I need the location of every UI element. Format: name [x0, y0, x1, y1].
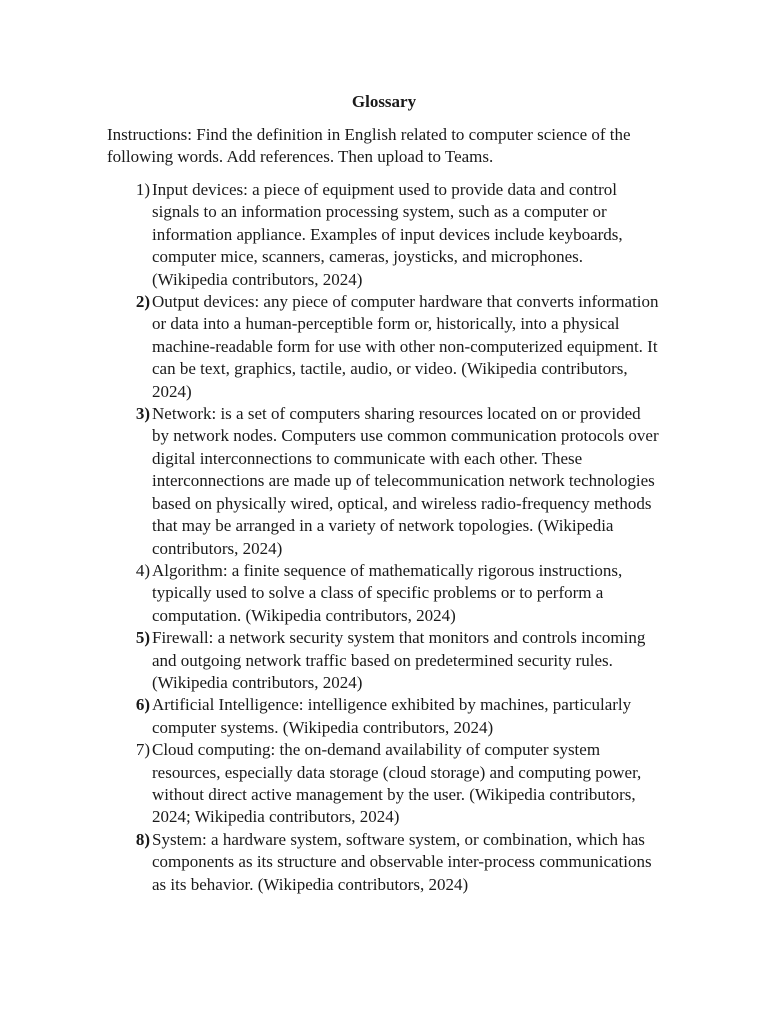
glossary-item-artificial-intelligence: [0, 694, 660, 739]
item-definition: System: a hardware system, software system, or combination, which has components as its structure and observable inter-process communications as its behavior. (Wikipedia contributors, 2024): [152, 829, 652, 894]
glossary-list: [0, 179, 768, 896]
item-number: 3): [135, 404, 150, 424]
glossary-item-output-devices: [0, 291, 660, 403]
glossary-item-system: [0, 829, 660, 896]
instructions-paragraph: Instructions: Find the definition in English related to computer science of the following words. Add references. Then upload to Teams.: [107, 125, 631, 167]
glossary-item-cloud-computing: [0, 739, 660, 829]
item-definition: Cloud computing: the on-demand availability of computer system resources, especially data storage (cloud storage) and computing power, without direct active management by the user. (Wikipedia contributors, 2024; Wikipedia contributors, 2024): [152, 740, 642, 827]
item-number: 8): [135, 829, 150, 849]
item-number: 7): [135, 740, 150, 760]
page-title: Glossary: [351, 92, 417, 111]
item-number: 6): [135, 695, 150, 715]
glossary-item-network: [0, 403, 660, 560]
item-definition: Artificial Intelligence: intelligence exhibited by machines, particularly computer systems. (Wikipedia contributors, 2024): [152, 695, 632, 737]
item-definition: Input devices: a piece of equipment used to provide data and control signals to an information processing system, such as a computer or information appliance. Examples of input devices include keyboards, computer mice, scanners, cameras, joysticks, and microphones. (Wikipedia contributors, 2024): [152, 180, 623, 289]
item-definition: Network: is a set of computers sharing resources located on or provided by network nodes. Computers use common communication protocols over digital interconnections to communicate with each other. These interconnections are made up of telecommunication network technologies based on physically wired, optical, and wireless radio-frequency methods that may be arranged in a variety of network topologies. (Wikipedia contributors, 2024): [152, 404, 659, 558]
item-number: 1): [135, 180, 150, 199]
glossary-item-input-devices: [0, 179, 660, 291]
item-definition: Output devices: any piece of computer hardware that converts information or data into a human-perceptible form or, historically, into a physical machine-readable form for use with other non-computerized equipment. It can be text, graphics, tactile, audio, or video. (Wikipedia contributors, 2024): [152, 292, 659, 401]
item-definition: Firewall: a network security system that monitors and controls incoming and outgoing network traffic based on predetermined security rules. (Wikipedia contributors, 2024): [152, 628, 646, 692]
item-number: 4): [135, 560, 150, 580]
item-definition: Algorithm: a finite sequence of mathematically rigorous instructions, typically used to solve a class of specific problems or to perform a computation. (Wikipedia contributors, 2024): [152, 560, 623, 625]
glossary-item-firewall: [0, 627, 660, 694]
glossary-item-algorithm: [0, 560, 660, 627]
item-number: 5): [135, 628, 150, 648]
item-number: 2): [135, 292, 150, 312]
